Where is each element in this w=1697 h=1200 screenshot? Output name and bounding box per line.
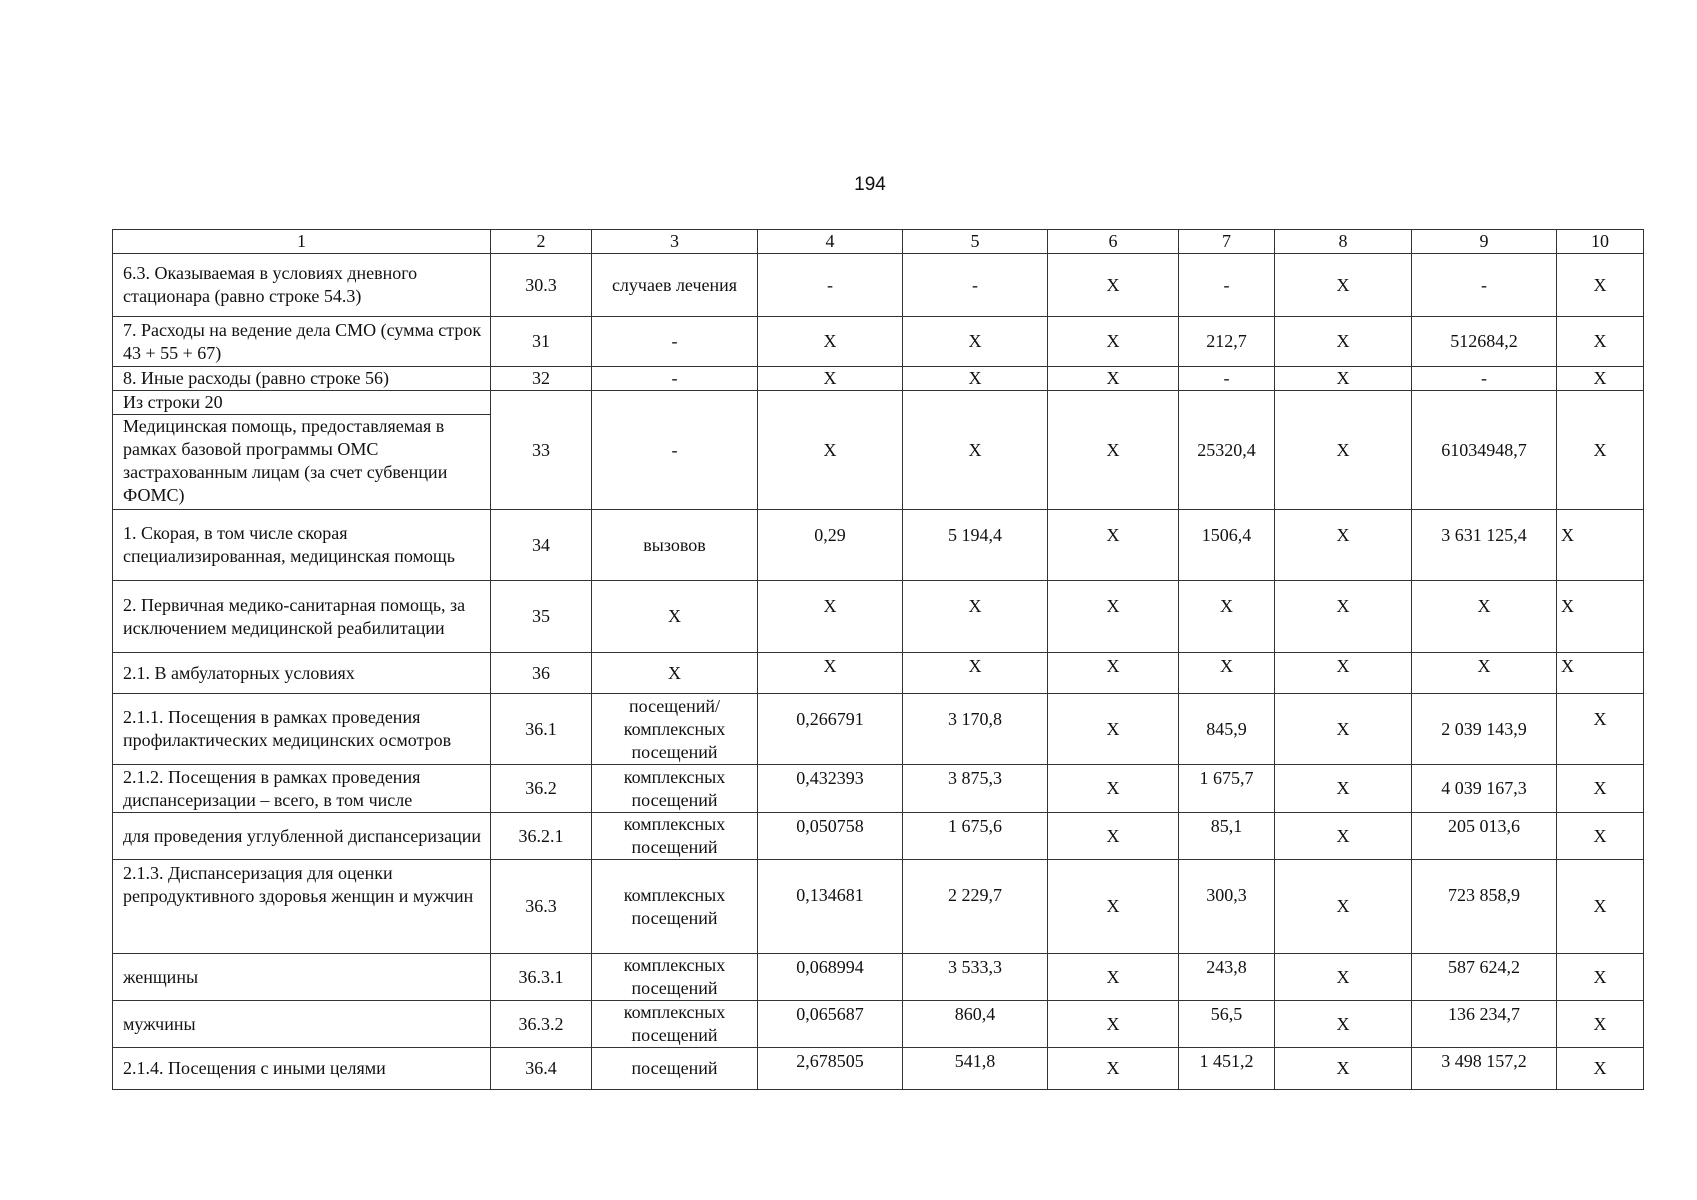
value-cell: Х (1048, 860, 1179, 954)
value-cell: 5 194,4 (903, 510, 1048, 581)
header-cell: 7 (1179, 230, 1275, 254)
section-subheading: Из строки 20 (113, 391, 490, 415)
value-cell: Х (1179, 653, 1275, 694)
value-cell: 1 675,6 (903, 813, 1048, 860)
table-row (113, 581, 1644, 653)
value-cell: 860,4 (903, 1001, 1048, 1048)
value-cell: 205 013,6 (1412, 813, 1557, 860)
value-cell: Х (1179, 581, 1275, 653)
value-cell: 3 631 125,4 (1412, 510, 1557, 581)
value-cell: 845,9 (1179, 694, 1275, 765)
value-cell: Х (1275, 510, 1412, 581)
header-cell: 3 (592, 230, 758, 254)
value-cell: 3 498 157,2 (1412, 1048, 1557, 1090)
value-cell: Х (1557, 765, 1644, 813)
value-cell: Х (1048, 317, 1179, 367)
row-number: 36.4 (491, 1048, 592, 1090)
value-cell: 3 170,8 (903, 694, 1048, 765)
data-table (112, 229, 1644, 1090)
value-cell: Х (903, 367, 1048, 391)
value-cell: 0,266791 (758, 694, 903, 765)
value-cell: 3 533,3 (903, 954, 1048, 1001)
table-row (113, 954, 1644, 1001)
value-cell: 2 229,7 (903, 860, 1048, 954)
value-cell: Х (1557, 653, 1644, 694)
value-cell: Х (903, 653, 1048, 694)
value-cell: Х (1275, 694, 1412, 765)
value-cell: 300,3 (1179, 860, 1275, 954)
table-row (113, 317, 1644, 367)
value-cell: 0,29 (758, 510, 903, 581)
row-name: 2.1. В амбулаторных условиях (113, 653, 491, 694)
value-cell: Х (1557, 1001, 1644, 1048)
unit-cell: комплексных посещений (592, 813, 758, 860)
header-cell: 1 (113, 230, 491, 254)
value-cell: 61034948,7 (1412, 391, 1557, 510)
value-cell: - (1412, 367, 1557, 391)
unit-cell: комплексных посещений (592, 765, 758, 813)
value-cell: Х (1412, 581, 1557, 653)
header-row (113, 230, 1644, 254)
unit-cell: посещений/ комплексных посещений (592, 694, 758, 765)
row-number: 30.3 (491, 254, 592, 317)
table-row (113, 1001, 1644, 1048)
row-name: 2.1.1. Посещения в рамках проведения профилактических медицинских осмотров (113, 694, 491, 765)
value-cell: Х (1275, 317, 1412, 367)
value-cell: Х (1557, 254, 1644, 317)
unit-cell: комплексных посещений (592, 954, 758, 1001)
table-row (113, 653, 1644, 694)
header-cell: 2 (491, 230, 592, 254)
header-cell: 4 (758, 230, 903, 254)
header-cell: 8 (1275, 230, 1412, 254)
page-number: 194 (854, 174, 886, 195)
value-cell: Х (1048, 813, 1179, 860)
value-cell: Х (1557, 1048, 1644, 1090)
value-cell: 136 234,7 (1412, 1001, 1557, 1048)
table-row (113, 1048, 1644, 1090)
value-cell: 56,5 (1179, 1001, 1275, 1048)
value-cell: 1 451,2 (1179, 1048, 1275, 1090)
table-row (113, 860, 1644, 954)
value-cell: Х (1557, 367, 1644, 391)
unit-cell: комплексных посещений (592, 1001, 758, 1048)
value-cell: Х (758, 317, 903, 367)
header-cell: 6 (1048, 230, 1179, 254)
value-cell: Х (1275, 1001, 1412, 1048)
value-cell: 0,065687 (758, 1001, 903, 1048)
value-cell: - (1179, 254, 1275, 317)
row-name-cell (113, 391, 491, 510)
value-cell: 541,8 (903, 1048, 1048, 1090)
value-cell: Х (903, 581, 1048, 653)
row-number: 36.3 (491, 860, 592, 954)
row-number: 36.1 (491, 694, 592, 765)
value-cell: 2,678505 (758, 1048, 903, 1090)
row-name: 2.1.2. Посещения в рамках проведения диспансеризации – всего, в том числе (113, 765, 491, 813)
table-row (113, 813, 1644, 860)
table-row (113, 254, 1644, 317)
row-number: 32 (491, 367, 592, 391)
table-row (113, 391, 1644, 510)
row-number: 36.2.1 (491, 813, 592, 860)
value-cell: Х (1557, 391, 1644, 510)
value-cell: Х (1275, 1048, 1412, 1090)
value-cell: - (1179, 367, 1275, 391)
row-name: 7. Расходы на ведение дела СМО (сумма строк 43 + 55 + 67) (113, 317, 491, 367)
row-name: 6.3. Оказываемая в условиях дневного стационара (равно строке 54.3) (113, 254, 491, 317)
value-cell: 2 039 143,9 (1412, 694, 1557, 765)
value-cell: Х (1048, 581, 1179, 653)
value-cell: - (758, 254, 903, 317)
row-name: Медицинская помощь, предоставляемая в рамках базовой программы ОМС застрахованным лицам (за счет субвенции ФОМС) (123, 416, 448, 506)
value-cell: Х (1275, 765, 1412, 813)
value-cell: Х (1557, 510, 1644, 581)
value-cell: 4 039 167,3 (1412, 765, 1557, 813)
value-cell: 723 858,9 (1412, 860, 1557, 954)
row-number: 31 (491, 317, 592, 367)
row-number: 36.3.1 (491, 954, 592, 1001)
value-cell: Х (1275, 367, 1412, 391)
value-cell: Х (758, 581, 903, 653)
value-cell: 1506,4 (1179, 510, 1275, 581)
row-name: женщины (113, 954, 491, 1001)
value-cell: - (903, 254, 1048, 317)
value-cell: 0,134681 (758, 860, 903, 954)
unit-cell: комплексных посещений (592, 860, 758, 954)
value-cell: Х (1048, 367, 1179, 391)
unit-cell: вызовов (592, 510, 758, 581)
unit-cell: Х (592, 581, 758, 653)
value-cell: Х (1048, 1001, 1179, 1048)
value-cell: Х (1275, 254, 1412, 317)
row-name: 2. Первичная медико-санитарная помощь, за исключением медицинской реабилитации (113, 581, 491, 653)
row-name: 2.1.3. Диспансеризация для оценки репродуктивного здоровья женщин и мужчин (113, 860, 491, 954)
row-name: 8. Иные расходы (равно строке 56) (113, 367, 491, 391)
row-name: 1. Скорая, в том числе скорая специализированная, медицинская помощь (113, 510, 491, 581)
value-cell: Х (1557, 694, 1644, 765)
value-cell: Х (1048, 391, 1179, 510)
value-cell: Х (1048, 1048, 1179, 1090)
value-cell: 1 675,7 (1179, 765, 1275, 813)
value-cell: Х (758, 653, 903, 694)
value-cell: Х (1048, 765, 1179, 813)
table-row (113, 510, 1644, 581)
value-cell: Х (1048, 510, 1179, 581)
row-number: 34 (491, 510, 592, 581)
value-cell: Х (1048, 254, 1179, 317)
value-cell: - (1412, 254, 1557, 317)
value-cell: Х (1412, 653, 1557, 694)
value-cell: Х (1557, 581, 1644, 653)
header-cell: 5 (903, 230, 1048, 254)
value-cell: Х (1275, 954, 1412, 1001)
value-cell: 3 875,3 (903, 765, 1048, 813)
table-row (113, 367, 1644, 391)
row-number: 36.3.2 (491, 1001, 592, 1048)
value-cell: Х (1048, 694, 1179, 765)
value-cell: 0,050758 (758, 813, 903, 860)
value-cell: 85,1 (1179, 813, 1275, 860)
unit-cell: посещений (592, 1048, 758, 1090)
row-name: 2.1.4. Посещения с иными целями (113, 1048, 491, 1090)
value-cell: Х (1275, 391, 1412, 510)
value-cell: Х (758, 391, 903, 510)
value-cell: 243,8 (1179, 954, 1275, 1001)
header-cell: 10 (1557, 230, 1644, 254)
value-cell: 587 624,2 (1412, 954, 1557, 1001)
value-cell: Х (1275, 860, 1412, 954)
row-name: мужчины (113, 1001, 491, 1048)
value-cell: Х (758, 367, 903, 391)
value-cell: Х (1557, 860, 1644, 954)
value-cell: Х (1557, 954, 1644, 1001)
value-cell: Х (1048, 954, 1179, 1001)
row-number: 36.2 (491, 765, 592, 813)
value-cell: Х (1048, 653, 1179, 694)
row-number: 36 (491, 653, 592, 694)
header-cell: 9 (1412, 230, 1557, 254)
value-cell: 25320,4 (1179, 391, 1275, 510)
table-row (113, 694, 1644, 765)
row-name: для проведения углубленной диспансеризации (113, 813, 491, 860)
value-cell: 512684,2 (1412, 317, 1557, 367)
value-cell: Х (1275, 653, 1412, 694)
value-cell: 212,7 (1179, 317, 1275, 367)
value-cell: Х (1275, 813, 1412, 860)
unit-cell: Х (592, 653, 758, 694)
value-cell: 0,068994 (758, 954, 903, 1001)
unit-cell: - (592, 391, 758, 510)
unit-cell: - (592, 367, 758, 391)
value-cell: Х (903, 391, 1048, 510)
row-number: 35 (491, 581, 592, 653)
table-row (113, 765, 1644, 813)
value-cell: 0,432393 (758, 765, 903, 813)
unit-cell: - (592, 317, 758, 367)
row-number: 33 (491, 391, 592, 510)
value-cell: Х (1557, 317, 1644, 367)
value-cell: Х (1557, 813, 1644, 860)
unit-cell: случаев лечения (592, 254, 758, 317)
value-cell: Х (1275, 581, 1412, 653)
value-cell: Х (903, 317, 1048, 367)
